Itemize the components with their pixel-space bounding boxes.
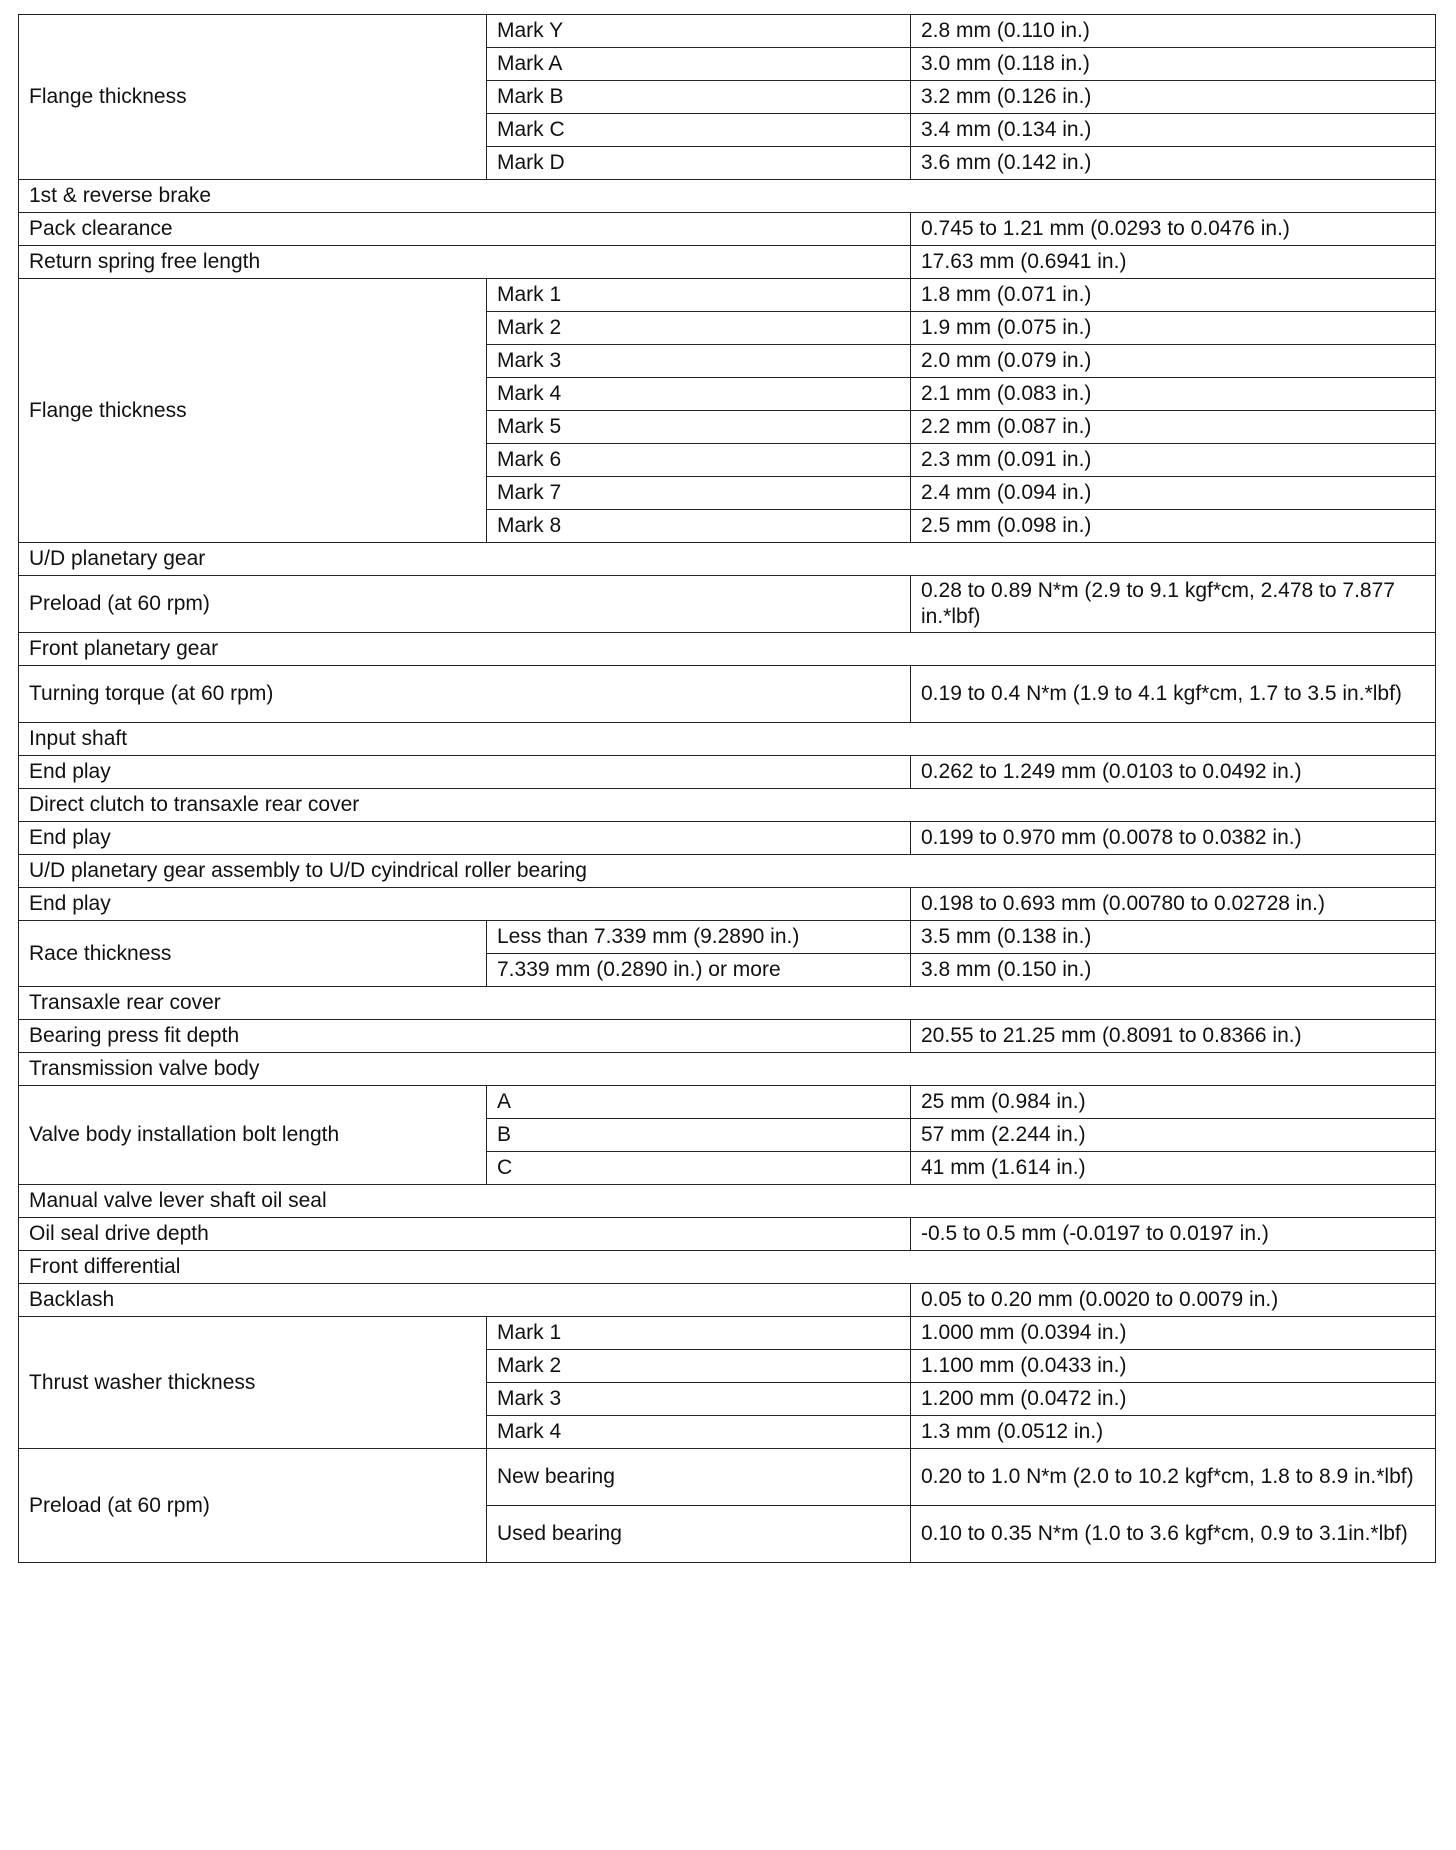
table-cell: Preload (at 60 rpm) bbox=[19, 576, 911, 633]
table-cell: 0.199 to 0.970 mm (0.0078 to 0.0382 in.) bbox=[911, 822, 1436, 855]
table-cell: 0.262 to 1.249 mm (0.0103 to 0.0492 in.) bbox=[911, 756, 1436, 789]
table-row bbox=[19, 756, 1436, 789]
table-cell: Front planetary gear bbox=[19, 633, 1436, 666]
table-row bbox=[19, 987, 1436, 1020]
table-cell: Backlash bbox=[19, 1284, 911, 1317]
table-row bbox=[19, 822, 1436, 855]
table-cell: Flange thickness bbox=[19, 279, 487, 543]
table-cell: Mark 5 bbox=[487, 411, 911, 444]
table-cell: Front differential bbox=[19, 1251, 1436, 1284]
table-cell: 2.5 mm (0.098 in.) bbox=[911, 510, 1436, 543]
table-cell: 3.4 mm (0.134 in.) bbox=[911, 114, 1436, 147]
table-cell: Mark A bbox=[487, 48, 911, 81]
table-cell: 1st & reverse brake bbox=[19, 180, 1436, 213]
table-cell: Mark 3 bbox=[487, 345, 911, 378]
table-row bbox=[19, 15, 1436, 48]
table-cell: Mark 4 bbox=[487, 378, 911, 411]
table-cell: Flange thickness bbox=[19, 15, 487, 180]
table-cell: Transmission valve body bbox=[19, 1053, 1436, 1086]
table-cell: Mark 6 bbox=[487, 444, 911, 477]
table-cell: Mark D bbox=[487, 147, 911, 180]
table-cell: Direct clutch to transaxle rear cover bbox=[19, 789, 1436, 822]
table-cell: Transaxle rear cover bbox=[19, 987, 1436, 1020]
table-cell: 1.100 mm (0.0433 in.) bbox=[911, 1350, 1436, 1383]
table-cell: U/D planetary gear bbox=[19, 543, 1436, 576]
table-cell: End play bbox=[19, 822, 911, 855]
table-cell: 1.9 mm (0.075 in.) bbox=[911, 312, 1436, 345]
table-cell: Valve body installation bolt length bbox=[19, 1086, 487, 1185]
table-row bbox=[19, 180, 1436, 213]
table-row bbox=[19, 633, 1436, 666]
specification-table bbox=[18, 14, 1436, 1563]
table-cell: B bbox=[487, 1119, 911, 1152]
table-cell: 41 mm (1.614 in.) bbox=[911, 1152, 1436, 1185]
specification-table-body bbox=[19, 15, 1436, 1563]
table-cell: Input shaft bbox=[19, 723, 1436, 756]
table-row bbox=[19, 1020, 1436, 1053]
table-cell: 20.55 to 21.25 mm (0.8091 to 0.8366 in.) bbox=[911, 1020, 1436, 1053]
table-cell: 2.3 mm (0.091 in.) bbox=[911, 444, 1436, 477]
table-cell: 3.2 mm (0.126 in.) bbox=[911, 81, 1436, 114]
table-row bbox=[19, 543, 1436, 576]
table-cell: End play bbox=[19, 888, 911, 921]
table-cell: End play bbox=[19, 756, 911, 789]
table-cell: Used bearing bbox=[487, 1506, 911, 1563]
table-cell: Mark 7 bbox=[487, 477, 911, 510]
table-cell: Mark B bbox=[487, 81, 911, 114]
table-cell: Mark 2 bbox=[487, 1350, 911, 1383]
table-cell: Race thickness bbox=[19, 921, 487, 987]
table-cell: 2.0 mm (0.079 in.) bbox=[911, 345, 1436, 378]
table-cell: -0.5 to 0.5 mm (-0.0197 to 0.0197 in.) bbox=[911, 1218, 1436, 1251]
table-cell: 0.745 to 1.21 mm (0.0293 to 0.0476 in.) bbox=[911, 213, 1436, 246]
table-row bbox=[19, 1086, 1436, 1119]
table-cell: Mark Y bbox=[487, 15, 911, 48]
table-row bbox=[19, 1218, 1436, 1251]
table-row bbox=[19, 789, 1436, 822]
table-row bbox=[19, 666, 1436, 723]
spec-table-container bbox=[18, 14, 1436, 1563]
table-cell: Mark 2 bbox=[487, 312, 911, 345]
table-row bbox=[19, 246, 1436, 279]
table-cell: 0.10 to 0.35 N*m (1.0 to 3.6 kgf*cm, 0.9 to 3.1in.*lbf) bbox=[911, 1506, 1436, 1563]
table-cell: 25 mm (0.984 in.) bbox=[911, 1086, 1436, 1119]
table-cell: Turning torque (at 60 rpm) bbox=[19, 666, 911, 723]
table-cell: 0.05 to 0.20 mm (0.0020 to 0.0079 in.) bbox=[911, 1284, 1436, 1317]
table-cell: 3.0 mm (0.118 in.) bbox=[911, 48, 1436, 81]
table-cell: Mark 4 bbox=[487, 1416, 911, 1449]
table-cell: Mark C bbox=[487, 114, 911, 147]
table-cell: Manual valve lever shaft oil seal bbox=[19, 1185, 1436, 1218]
table-cell: 1.000 mm (0.0394 in.) bbox=[911, 1317, 1436, 1350]
table-row bbox=[19, 1053, 1436, 1086]
table-cell: 2.8 mm (0.110 in.) bbox=[911, 15, 1436, 48]
table-cell: 17.63 mm (0.6941 in.) bbox=[911, 246, 1436, 279]
table-cell: Bearing press fit depth bbox=[19, 1020, 911, 1053]
table-cell: Oil seal drive depth bbox=[19, 1218, 911, 1251]
table-cell: 7.339 mm (0.2890 in.) or more bbox=[487, 954, 911, 987]
table-cell: A bbox=[487, 1086, 911, 1119]
table-row bbox=[19, 1185, 1436, 1218]
table-row bbox=[19, 855, 1436, 888]
table-cell: Return spring free length bbox=[19, 246, 911, 279]
table-cell: Mark 1 bbox=[487, 1317, 911, 1350]
table-cell: 0.19 to 0.4 N*m (1.9 to 4.1 kgf*cm, 1.7 to 3.5 in.*lbf) bbox=[911, 666, 1436, 723]
table-cell: 57 mm (2.244 in.) bbox=[911, 1119, 1436, 1152]
table-cell: 3.5 mm (0.138 in.) bbox=[911, 921, 1436, 954]
table-cell: Mark 8 bbox=[487, 510, 911, 543]
table-cell: C bbox=[487, 1152, 911, 1185]
table-cell: Less than 7.339 mm (9.2890 in.) bbox=[487, 921, 911, 954]
table-row bbox=[19, 723, 1436, 756]
table-cell: 0.198 to 0.693 mm (0.00780 to 0.02728 in.) bbox=[911, 888, 1436, 921]
table-row bbox=[19, 888, 1436, 921]
table-cell: Pack clearance bbox=[19, 213, 911, 246]
table-cell: 3.8 mm (0.150 in.) bbox=[911, 954, 1436, 987]
table-cell: 1.200 mm (0.0472 in.) bbox=[911, 1383, 1436, 1416]
table-row bbox=[19, 921, 1436, 954]
table-cell: Thrust washer thickness bbox=[19, 1317, 487, 1449]
table-cell: 1.3 mm (0.0512 in.) bbox=[911, 1416, 1436, 1449]
table-cell: 2.2 mm (0.087 in.) bbox=[911, 411, 1436, 444]
table-cell: Preload (at 60 rpm) bbox=[19, 1449, 487, 1563]
table-cell: 0.20 to 1.0 N*m (2.0 to 10.2 kgf*cm, 1.8 to 8.9 in.*lbf) bbox=[911, 1449, 1436, 1506]
table-row bbox=[19, 576, 1436, 633]
table-cell: U/D planetary gear assembly to U/D cyindrical roller bearing bbox=[19, 855, 1436, 888]
table-row bbox=[19, 213, 1436, 246]
table-cell: Mark 1 bbox=[487, 279, 911, 312]
table-row bbox=[19, 1284, 1436, 1317]
table-cell: New bearing bbox=[487, 1449, 911, 1506]
table-cell: 0.28 to 0.89 N*m (2.9 to 9.1 kgf*cm, 2.478 to 7.877 in.*lbf) bbox=[911, 576, 1436, 633]
table-cell: 2.1 mm (0.083 in.) bbox=[911, 378, 1436, 411]
table-cell: 2.4 mm (0.094 in.) bbox=[911, 477, 1436, 510]
table-cell: Mark 3 bbox=[487, 1383, 911, 1416]
table-row bbox=[19, 1317, 1436, 1350]
table-row bbox=[19, 1449, 1436, 1506]
table-row bbox=[19, 279, 1436, 312]
table-row bbox=[19, 1251, 1436, 1284]
table-cell: 1.8 mm (0.071 in.) bbox=[911, 279, 1436, 312]
table-cell: 3.6 mm (0.142 in.) bbox=[911, 147, 1436, 180]
